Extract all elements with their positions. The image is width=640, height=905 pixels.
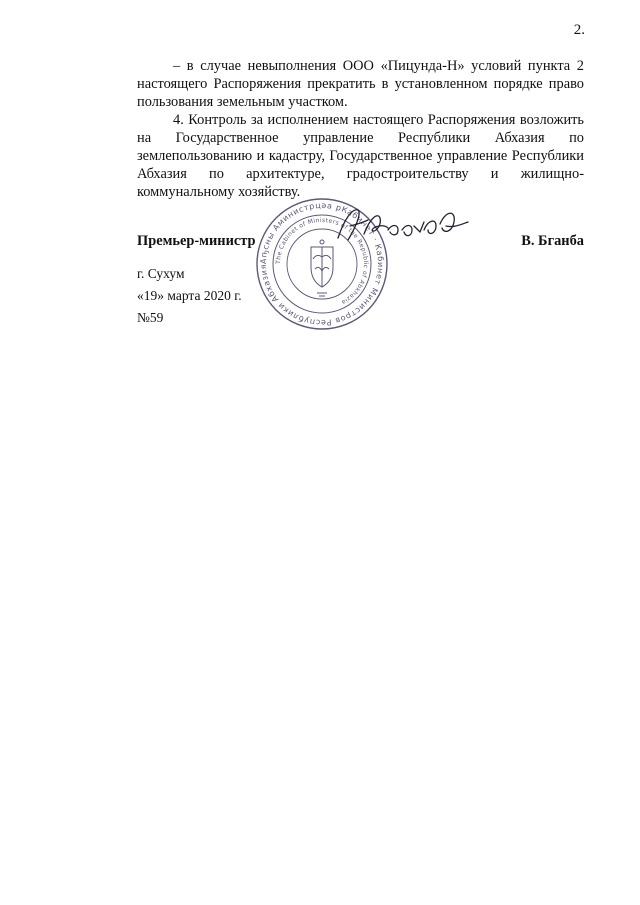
footer-city: г. Сухум	[137, 266, 185, 281]
footer-date: «19» марта 2020 г.	[137, 288, 242, 303]
paragraph-control: 4. Контроль за исполнением настоящего Распоряжения возложить на Государственное управление Республики Абхазия по землепользованию и кадастру, Государственное управление Республики Абхазия по архитектуре, градостроительству и жилищно-коммунальному хозяйству.	[137, 112, 584, 200]
stamp-outer-text: Аҧсны Аминистрцәа рКабинет · Кабинет Министров Республики Абхазия	[258, 200, 386, 328]
stamp-inner-text: The Cabinet of Ministers of the Republic of Abkhazia	[274, 216, 370, 306]
signatory-name: В. Бганба	[521, 233, 584, 249]
signatory-title: Премьер-министр	[137, 233, 256, 249]
paragraph-termination: – в случае невыполнения ООО «Пицунда-Н» условий пункта 2 настоящего Распоряжения прекратить в установленном порядке право пользования земельным участком.	[137, 58, 584, 110]
page-number: 2.	[573, 22, 585, 38]
handwritten-signature	[328, 200, 478, 250]
footer-document-number: №59	[137, 310, 164, 325]
